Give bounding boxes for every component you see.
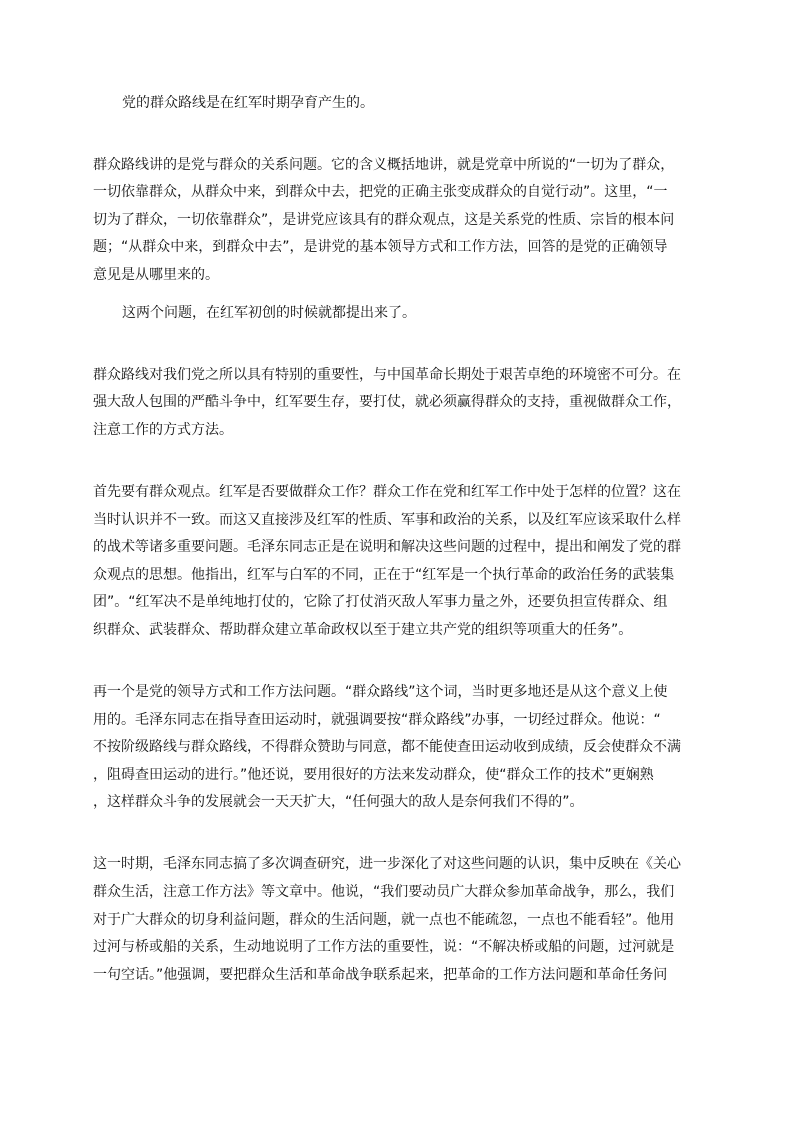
paragraph-line: 强大敌人包围的严酷斗争中，红军要生存，要打仗，就必须赢得群众的支持，重视做群众工作， xyxy=(93,394,681,410)
paragraph-line: 一句空话。”他强调，要把群众生活和革命战争联系起来，把革命的工作方法问题和革命任务问 xyxy=(93,967,668,983)
paragraph-line: 群众路线对我们党之所以具有特别的重要性，与中国革命长期处于艰苦卓绝的环境密不可分。在 xyxy=(93,367,681,383)
paragraph-line: 的战术等诸多重要问题。毛泽东同志正是在说明和解决这些问题的过程中，提出和阐发了党的群 xyxy=(93,539,681,555)
paragraph-line: 切为了群众，一切依靠群众”，是讲党应该具有的群众观点，这是关系党的性质、宗旨的根本问 xyxy=(93,212,675,228)
paragraph-line: 当时认识并不一致。而这又直接涉及红军的性质、军事和政治的关系，以及红军应该采取什么样 xyxy=(93,512,681,528)
paragraph-line: 再一个是党的领导方式和工作方法问题。“群众路线”这个词，当时更多地还是从这个意义上使 xyxy=(93,684,668,700)
paragraph-line: 不按阶级路线与群众路线，不得群众赞助与同意，都不能使查田运动收到成绩，反会使群众不满 xyxy=(93,739,681,755)
paragraph-line: 众观点的思想。他指出，红军与白军的不同，正在于“红军是一个执行革命的政治任务的武装集 xyxy=(93,567,675,583)
paragraph-line: 首先要有群众观点。红军是否要做群众工作？群众工作在党和红军工作中处于怎样的位置？这在 xyxy=(93,484,681,500)
paragraph-line: 对于广大群众的切身利益问题，群众的生活问题，就一点也不能疏忽，一点也不能看轻”。他用 xyxy=(93,912,675,928)
paragraph-line: 团”。“红军决不是单纯地打仗的，它除了打仗消灭敌人军事力量之外，还要负担宣传群众、组 xyxy=(93,594,668,610)
paragraph-line: ，这样群众斗争的发展就会一天天扩大，“任何强大的敌人是奈何我们不得的”。 xyxy=(93,794,584,810)
paragraph-line: 群众路线讲的是党与群众的关系问题。它的含义概括地讲，就是党章中所说的“一切为了群众， xyxy=(93,157,675,173)
paragraph-heading-line: 党的群众路线是在红军时期孕育产生的。 xyxy=(122,95,374,111)
paragraph-line: 群众生活，注意工作方法》等文章中。他说，“我们要动员广大群众参加革命战争，那么，我们 xyxy=(93,884,675,900)
paragraph-line: 意见是从哪里来的。 xyxy=(93,267,219,283)
paragraph-line: 这两个问题，在红军初创的时候就都提出来了。 xyxy=(122,305,416,321)
paragraph-line: 一切依靠群众，从群众中来，到群众中去，把党的正确主张变成群众的自觉行动”。这里，“一 xyxy=(93,184,668,200)
paragraph-line: ，阻碍查田运动的进行。”他还说，要用很好的方法来发动群众，使“群众工作的技术”更娴熟 xyxy=(93,767,654,783)
paragraph-line: 用的。毛泽东同志在指导查田运动时，就强调要按“群众路线”办事，一切经过群众。他说：“ xyxy=(93,712,661,728)
paragraph-line: 题；“从群众中来，到群众中去”，是讲党的基本领导方式和工作方法，回答的是党的正确领导 xyxy=(93,239,668,255)
paragraph-line: 这一时期，毛泽东同志搞了多次调查研究，进一步深化了对这些问题的认识，集中反映在《关心 xyxy=(93,856,681,872)
paragraph-line: 过河与桥或船的关系，生动地说明了工作方法的重要性，说：“不解决桥或船的问题，过河就是 xyxy=(93,939,675,955)
paragraph-line: 注意工作的方式方法。 xyxy=(93,422,233,438)
paragraph-line: 织群众、武装群众、帮助群众建立革命政权以至于建立共产党的组织等项重大的任务”。 xyxy=(93,622,633,638)
